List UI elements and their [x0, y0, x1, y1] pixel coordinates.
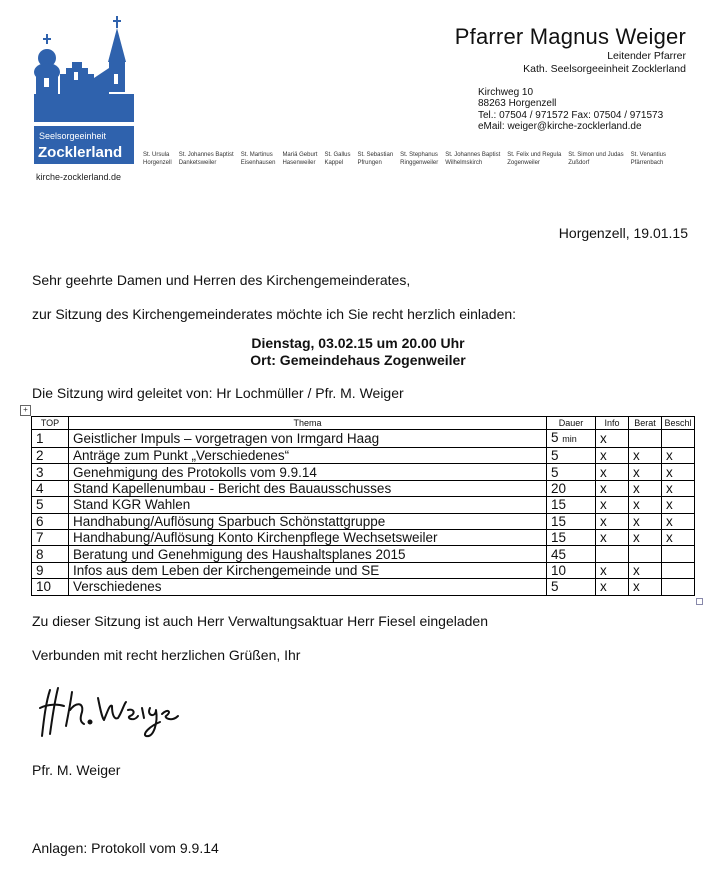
parish-item: St. Martinus Eisenhausen — [240, 152, 276, 166]
parish-item: Mariä Geburt Hasenweiler — [282, 152, 318, 166]
cell-thema: Geistlicher Impuls – vorgetragen von Irmgard Haag — [69, 430, 547, 448]
cell-top: 3 — [32, 464, 69, 480]
sender-name: Pfarrer Magnus Weiger — [454, 24, 686, 49]
table-header-row — [32, 417, 695, 430]
table-row — [32, 480, 695, 496]
table-move-handle-icon[interactable]: + — [20, 405, 31, 416]
cell-beschl: x — [662, 513, 695, 529]
cell-thema: Anträge zum Punkt „Verschiedenes“ — [69, 448, 547, 464]
cell-dauer: 5 — [547, 464, 596, 480]
cell-thema: Beratung und Genehmigung des Haushaltsplanes 2015 — [69, 546, 547, 562]
logo-line2: Zocklerland — [38, 144, 123, 161]
parish-item: St. Stephanus Ringgenweiler — [400, 152, 439, 166]
parish-item: St. Felix und Regula Zogenweiler — [507, 152, 562, 166]
parish-item: St. Simon und Judas Zußdorf — [568, 152, 624, 166]
cell-thema: Verschiedenes — [69, 579, 547, 595]
cell-top: 10 — [32, 579, 69, 595]
cell-beschl: x — [662, 480, 695, 496]
cell-info: x — [596, 562, 629, 578]
cell-berat: x — [629, 513, 662, 529]
cell-info — [596, 546, 629, 562]
agenda-table — [31, 416, 695, 596]
phone: Tel.: 07504 / 971572 Fax: 07504 / 971573 — [478, 109, 664, 121]
cell-thema: Infos aus dem Leben der Kirchengemeinde und SE — [69, 562, 547, 578]
col-info: Info — [596, 417, 629, 430]
cell-info: x — [596, 480, 629, 496]
meeting-when: Dienstag, 03.02.15 um 20.00 Uhr — [251, 335, 465, 351]
col-beschl: Beschl — [662, 417, 695, 430]
cell-beschl — [662, 562, 695, 578]
cell-berat: x — [629, 562, 662, 578]
church-logo — [30, 14, 138, 174]
guest-note: Zu dieser Sitzung ist auch Herr Verwaltungsaktuar Herr Fiesel eingeladen — [32, 613, 489, 629]
cell-top: 1 — [32, 430, 69, 448]
cell-top: 9 — [32, 562, 69, 578]
closing: Verbunden mit recht herzlichen Grüßen, Ihr — [32, 647, 301, 663]
parish-item: St. Gallus Kappel — [324, 152, 351, 166]
table-row — [32, 430, 695, 448]
cell-thema: Stand Kapellenumbau - Bericht des Bauausschusses — [69, 480, 547, 496]
parish-item: St. Johannes Baptist Wilhelmskirch — [445, 152, 501, 166]
col-berat: Berat — [629, 417, 662, 430]
cell-beschl: x — [662, 448, 695, 464]
cell-dauer: 45 — [547, 546, 596, 562]
cell-top: 4 — [32, 480, 69, 496]
cell-info: x — [596, 448, 629, 464]
parish-item: St. Johannes Baptist Danketsweiler — [178, 152, 234, 166]
cell-beschl: x — [662, 497, 695, 513]
meeting-where: Ort: Gemeindehaus Zogenweiler — [250, 352, 466, 368]
parish-item: St. Ursula Horgenzell — [143, 152, 172, 166]
cell-dauer: 15 — [547, 529, 596, 545]
table-row — [32, 579, 695, 595]
cell-info: x — [596, 430, 629, 448]
cell-beschl: x — [662, 529, 695, 545]
logo-url: kirche-zocklerland.de — [36, 172, 122, 182]
cell-thema: Genehmigung des Protokolls vom 9.9.14 — [69, 464, 547, 480]
cell-thema: Handhabung/Auflösung Sparbuch Schönstattgruppe — [69, 513, 547, 529]
col-top: TOP — [32, 417, 69, 430]
cell-dauer: 5 — [547, 448, 596, 464]
sender-role: Leitender Pfarrer — [607, 50, 686, 62]
cell-berat — [629, 430, 662, 448]
attachments: Anlagen: Protokoll vom 9.9.14 — [32, 840, 219, 856]
cell-berat — [629, 546, 662, 562]
table-resize-handle[interactable] — [696, 598, 703, 605]
cell-berat: x — [629, 529, 662, 545]
cell-info: x — [596, 497, 629, 513]
parish-list — [143, 152, 673, 167]
cell-top: 7 — [32, 529, 69, 545]
parish-item: St. Venantius Pfärrenbach — [630, 152, 667, 166]
cell-top: 5 — [32, 497, 69, 513]
salutation: Sehr geehrte Damen und Herren des Kirchengemeinderates, — [32, 272, 411, 288]
cell-dauer: 5 min — [547, 430, 596, 448]
letterhead — [455, 24, 686, 76]
table-row — [32, 464, 695, 480]
cell-beschl — [662, 579, 695, 595]
table-row — [32, 497, 695, 513]
cell-dauer: 20 — [547, 480, 596, 496]
cell-beschl — [662, 546, 695, 562]
cell-thema: Handhabung/Auflösung Konto Kirchenpflege Wechsetsweiler — [69, 529, 547, 545]
cell-dauer: 5 — [547, 579, 596, 595]
cell-top: 8 — [32, 546, 69, 562]
signer-name: Pfr. M. Weiger — [32, 762, 121, 778]
table-row — [32, 562, 695, 578]
parish-item: St. Sebastian Pfrungen — [357, 152, 394, 166]
contact-block — [478, 87, 663, 133]
table-row — [32, 448, 695, 464]
cell-berat: x — [629, 497, 662, 513]
street: Kirchweg 10 — [478, 87, 534, 98]
cell-berat: x — [629, 579, 662, 595]
invitation-text: zur Sitzung des Kirchengemeinderates möchte ich Sie recht herzlich einladen: — [32, 306, 517, 322]
cell-thema: Stand KGR Wahlen — [69, 497, 547, 513]
cell-berat: x — [629, 480, 662, 496]
email: eMail: weiger@kirche-zocklerland.de — [478, 121, 642, 133]
cell-top: 6 — [32, 513, 69, 529]
cell-info: x — [596, 464, 629, 480]
letter-date: Horgenzell, 19.01.15 — [558, 225, 688, 241]
table-row — [32, 529, 695, 545]
table-row — [32, 546, 695, 562]
sender-unit: Kath. Seelsorgeeinheit Zocklerland — [523, 63, 686, 75]
cell-dauer: 15 — [547, 513, 596, 529]
cell-info: x — [596, 579, 629, 595]
cell-info: x — [596, 529, 629, 545]
col-thema: Thema — [69, 417, 547, 430]
cell-info: x — [596, 513, 629, 529]
handwritten-signature — [38, 682, 188, 742]
cell-berat: x — [629, 448, 662, 464]
table-row — [32, 513, 695, 529]
cell-top: 2 — [32, 448, 69, 464]
col-dauer: Dauer — [547, 417, 596, 430]
cell-berat: x — [629, 464, 662, 480]
logo-line1: Seelsorgeeinheit — [39, 131, 107, 141]
cell-beschl — [662, 430, 695, 448]
cell-beschl: x — [662, 464, 695, 480]
cell-dauer: 15 — [547, 497, 596, 513]
cell-dauer: 10 — [547, 562, 596, 578]
city: 88263 Horgenzell — [478, 98, 557, 110]
led-by: Die Sitzung wird geleitet von: Hr Lochmüller / Pfr. M. Weiger — [32, 385, 404, 401]
